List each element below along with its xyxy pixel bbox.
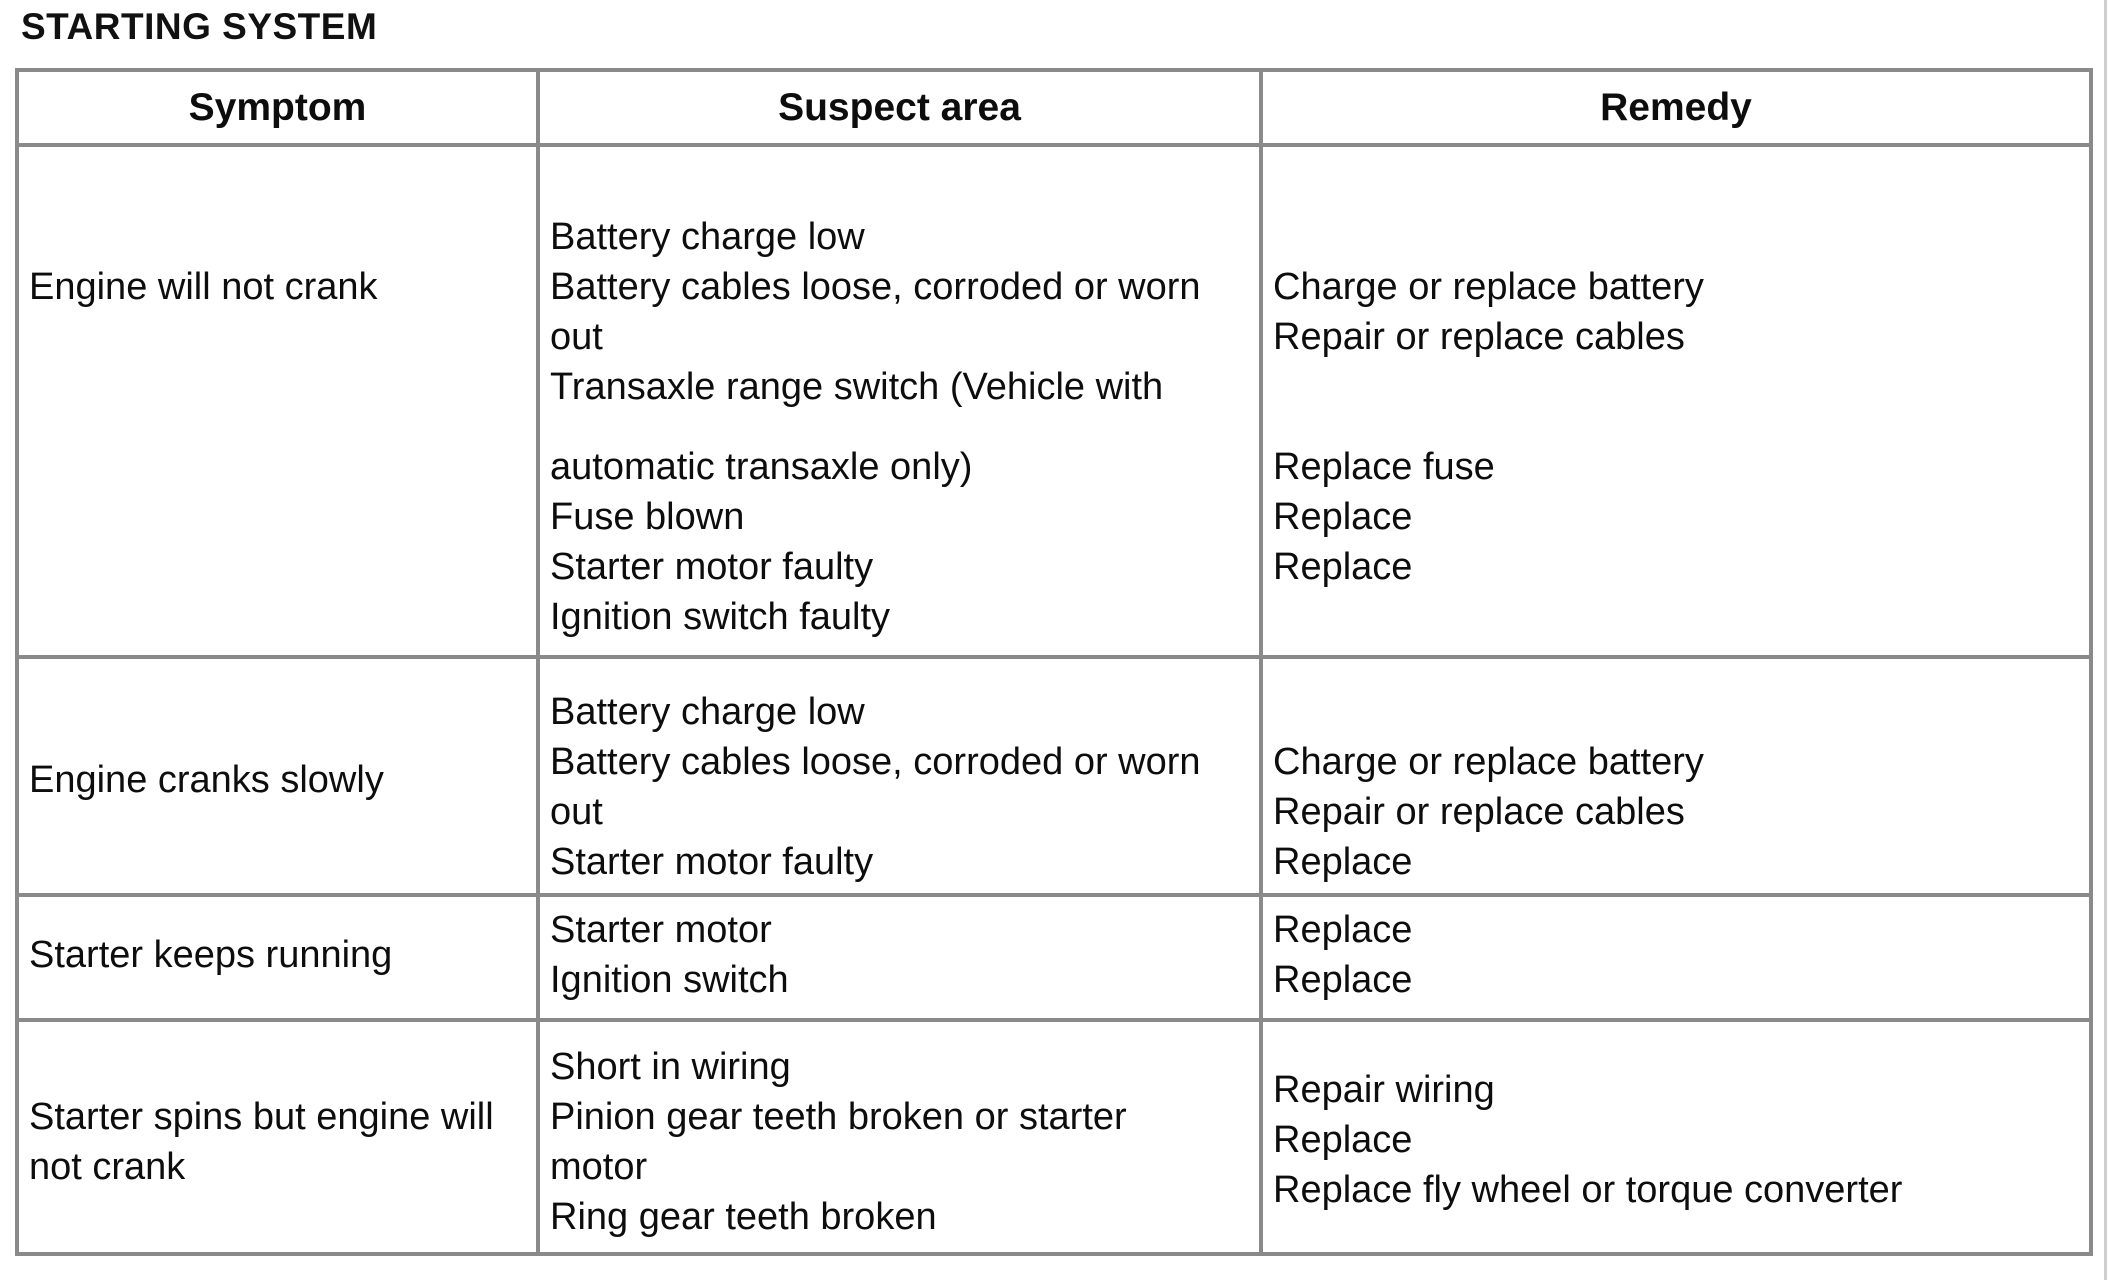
text-line: Replace fly wheel or torque converter: [1273, 1169, 1903, 1211]
text-line: Battery cables loose, corroded or worn: [550, 266, 1201, 308]
text-line: not crank: [29, 1146, 186, 1188]
page-title: STARTING SYSTEM: [21, 6, 378, 47]
remedy-text: [1263, 147, 2089, 592]
symptom-cell: [17, 895, 538, 1020]
text-line: out: [550, 791, 603, 833]
text-line: motor: [550, 1146, 648, 1188]
text-line: Battery charge low: [550, 216, 865, 258]
text-line: Starter spins but engine will: [29, 1096, 494, 1138]
remedy-cell: [1261, 657, 2091, 895]
symptom-text: [19, 1022, 536, 1192]
header-cell-remedy: Remedy: [1261, 70, 2091, 145]
remedy-cell: [1261, 895, 2091, 1020]
symptom-text: [19, 897, 536, 980]
text-line: Starter motor: [550, 909, 772, 951]
text-line: Replace: [1273, 496, 1413, 538]
suspect-area-text: [540, 147, 1259, 642]
text-line: Replace fuse: [1273, 446, 1495, 488]
remedy-cell: [1261, 1020, 2091, 1254]
header-cell-symptom: Symptom: [17, 70, 538, 145]
text-line: [1273, 212, 2089, 262]
table-row: [17, 1020, 2091, 1254]
text-line: [1273, 687, 2089, 737]
symptom-text: [19, 147, 536, 312]
suspect-area-cell: [538, 1020, 1261, 1254]
text-line: [1273, 362, 2089, 412]
suspect-area-text: [540, 1022, 1259, 1242]
symptom-cell: [17, 657, 538, 895]
text-line: Starter motor faulty: [550, 546, 874, 588]
text-line: Repair or replace cables: [1273, 316, 1685, 358]
text-line: Battery charge low: [550, 691, 865, 733]
text-line: Repair wiring: [1273, 1069, 1495, 1111]
remedy-cell: [1261, 145, 2091, 657]
text-line: Short in wiring: [550, 1046, 791, 1088]
text-line: Replace: [1273, 909, 1413, 951]
text-line: out: [550, 316, 603, 358]
text-line: Transaxle range switch (Vehicle with: [550, 366, 1164, 408]
text-line: Replace: [1273, 841, 1413, 883]
text-line: Repair or replace cables: [1273, 791, 1685, 833]
suspect-area-cell: [538, 895, 1261, 1020]
text-line: Starter motor faulty: [550, 841, 874, 883]
suspect-area-text: [540, 659, 1259, 887]
suspect-area-cell: [538, 657, 1261, 895]
header-cell-suspect-area: Suspect area: [538, 70, 1261, 145]
suspect-area-text: [540, 897, 1259, 1005]
text-line: Pinion gear teeth broken or starter: [550, 1096, 1127, 1138]
text-line: Charge or replace battery: [1273, 741, 1704, 783]
table-row: [17, 145, 2091, 657]
remedy-text: [1263, 659, 2089, 887]
suspect-area-cell: [538, 145, 1261, 657]
table-row: [17, 895, 2091, 1020]
symptom-text: [19, 659, 536, 805]
text-line: Ignition switch: [550, 959, 789, 1001]
text-line: Engine cranks slowly: [29, 759, 384, 801]
text-line: Replace: [1273, 959, 1413, 1001]
text-line: Battery cables loose, corroded or worn: [550, 741, 1201, 783]
remedy-text: [1263, 897, 2089, 1005]
scan-edge-artifact: [2104, 0, 2107, 1280]
text-line: Fuse blown: [550, 496, 745, 538]
text-line: Replace: [1273, 1119, 1413, 1161]
text-line: Replace: [1273, 546, 1413, 588]
text-line: automatic transaxle only): [550, 446, 973, 488]
symptom-cell: [17, 145, 538, 657]
remedy-text: [1263, 1022, 2089, 1215]
text-line: Charge or replace battery: [1273, 266, 1704, 308]
text-line: Engine will not crank: [29, 266, 378, 308]
troubleshooting-table: [15, 68, 2093, 1256]
table-header-row: [17, 70, 2091, 145]
text-line: Ring gear teeth broken: [550, 1196, 937, 1238]
symptom-cell: [17, 1020, 538, 1254]
text-line: Starter keeps running: [29, 934, 393, 976]
text-line: Ignition switch faulty: [550, 596, 891, 638]
table-row: [17, 657, 2091, 895]
